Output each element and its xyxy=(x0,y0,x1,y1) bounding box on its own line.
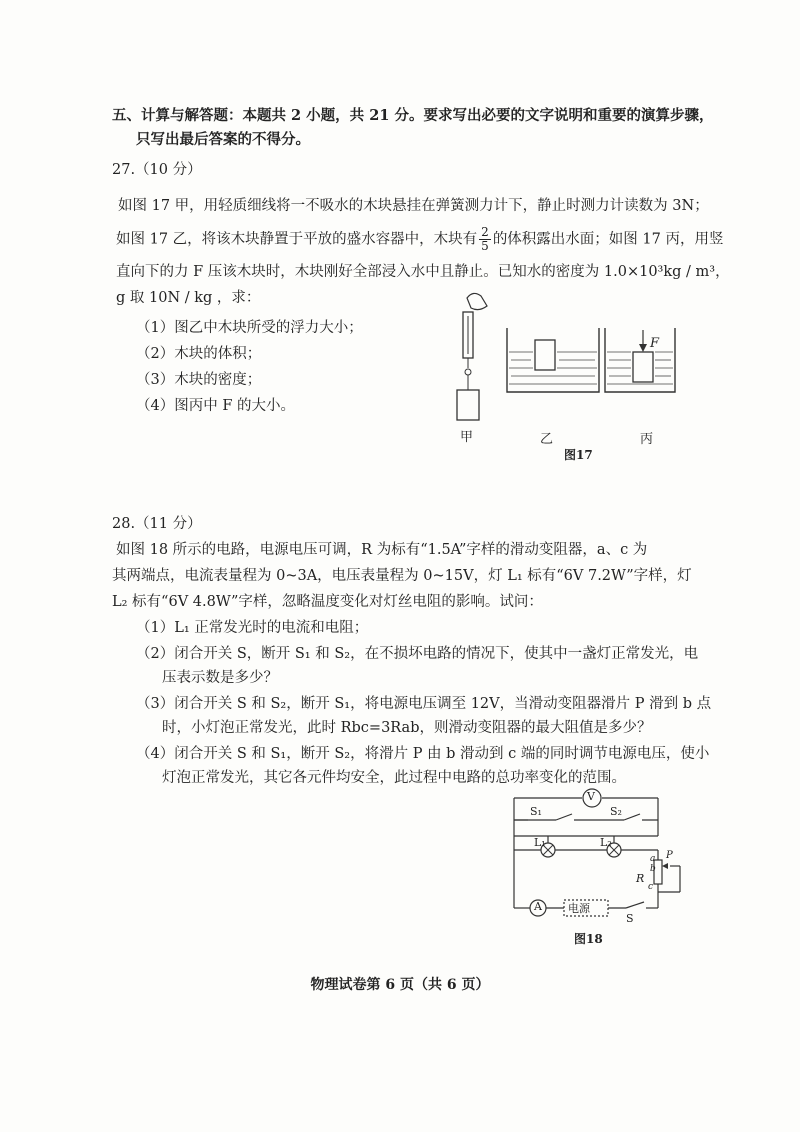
q28-item-1: （1）L₁ 正常发光时的电流和电阻； xyxy=(136,620,369,636)
section-heading-cont: 只写出最后答案的不得分。 xyxy=(136,131,310,148)
q27-line2: 如图 17 乙，将该木块静置于平放的盛水容器中，木块有 $\frac{2}{5}$ 的体积露出水面；如图 17 丙，用竖 xyxy=(116,225,724,253)
q28-number: 28.（11 分） xyxy=(112,516,202,532)
figure-17 xyxy=(445,290,685,450)
figure-17-caption: 图17 xyxy=(564,448,593,462)
q27-item-4: （4）图丙中 F 的大小。 xyxy=(136,398,296,414)
q28-line2: 其两端点，电流表量程为 0~3A，电压表量程为 0~15V，灯 L₁ 标有“6V 7.2W”字样，灯 xyxy=(112,568,692,584)
label-jia: 甲 xyxy=(460,430,474,445)
c-label: c xyxy=(648,882,654,892)
power-source-label: 电源 xyxy=(568,902,590,915)
figure-18-caption: 图18 xyxy=(574,932,603,946)
q27-line4: g 取 10N / kg ，求： xyxy=(116,290,261,306)
fraction: $\frac{2}{5}$ xyxy=(481,225,489,253)
q27-item-1: （1）图乙中木块所受的浮力大小； xyxy=(136,320,363,336)
q27-number: 27.（10 分） xyxy=(112,162,202,178)
label-bing: 丙 xyxy=(640,432,654,447)
q28-line3: L₂ 标有“6V 4.8W”字样，忽略温度变化对灯丝电阻的影响。试问： xyxy=(112,594,543,610)
voltmeter-label: V xyxy=(587,790,595,803)
q27-item-2: （2）木块的体积； xyxy=(136,346,262,362)
q28-line1: 如图 18 所示的电路，电源电压可调，R 为标有“1.5A”字样的滑动变阻器，a、c 为 xyxy=(116,542,648,558)
ammeter-label: A xyxy=(534,900,542,913)
l2-label: L₂ xyxy=(600,836,612,849)
s2-label: S₂ xyxy=(610,805,622,818)
section-heading: 五、计算与解答题：本题共 2 小题，共 21 分。要求写出必要的文字说明和重要的演算步骤， xyxy=(112,107,714,124)
r-label: R xyxy=(636,872,645,885)
q28-item-2b: 压表示数是多少？ xyxy=(162,670,278,686)
q27-line3: 直向下的力 F 压该木块时，木块刚好全部浸入水中且静止。已知水的密度为 1.0×10³kg / m³， xyxy=(116,264,730,280)
q27-item-3: （3）木块的密度； xyxy=(136,372,262,388)
page-footer: 物理试卷第 6 页（共 6 页） xyxy=(310,977,490,993)
p-label: P xyxy=(666,850,673,861)
q27-line1: 如图 17 甲，用轻质细线将一不吸水的木块悬挂在弹簧测力计下，静止时测力计读数为 3N； xyxy=(118,198,709,214)
a-label: a xyxy=(650,854,656,864)
force-label: F xyxy=(650,336,660,351)
q28-item-3a: （3）闭合开关 S 和 S₂，断开 S₁，将电源电压调至 12V，当滑动变阻器滑片 P 滑到 b 点 xyxy=(136,696,712,712)
s1-label: S₁ xyxy=(530,805,542,818)
s-label: S xyxy=(626,912,634,925)
l1-label: L₁ xyxy=(534,836,546,849)
label-yi: 乙 xyxy=(540,432,554,447)
q28-item-2a: （2）闭合开关 S，断开 S₁ 和 S₂，在不损坏电路的情况下，使其中一盏灯正常发光，电 xyxy=(136,646,699,662)
q28-item-4a: （4）闭合开关 S 和 S₁，断开 S₂，将滑片 P 由 b 滑动到 c 端的同时调节电源电压，使小 xyxy=(136,746,710,762)
q28-item-4b: 灯泡正常发光，其它各元件均安全，此过程中电路的总功率变化的范围。 xyxy=(162,770,626,786)
b-label: b xyxy=(650,864,656,874)
q28-item-3b: 时，小灯泡正常发光，此时 Rbc=3Rab，则滑动变阻器的最大阻值是多少？ xyxy=(162,720,652,736)
